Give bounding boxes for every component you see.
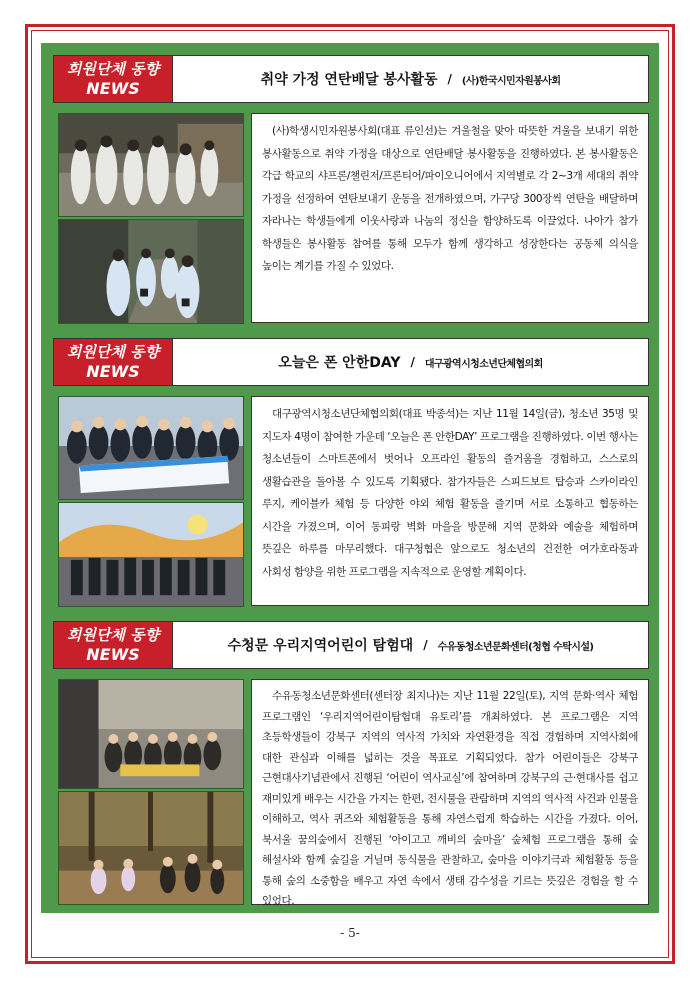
tag-label: 회원단체 동향	[66, 60, 160, 78]
section-tag	[53, 55, 173, 103]
photo-forest-walk	[58, 791, 244, 905]
section-title: 수청문 우리지역어린이 탐험대	[227, 638, 414, 654]
tag-news: NEWS	[86, 79, 140, 98]
news-section-1	[41, 43, 659, 328]
section-title-bar	[173, 338, 649, 386]
section-title: 취약 가정 연탄배달 봉사활동	[260, 72, 438, 88]
photo-history-museum	[58, 679, 244, 789]
section-title-bar	[173, 621, 649, 669]
tag-news: NEWS	[86, 645, 140, 664]
photo-group-banner	[58, 396, 244, 500]
photo-column	[58, 679, 244, 905]
photo-mural-village	[58, 502, 244, 607]
photo-volunteers-alley	[58, 113, 244, 217]
content-panel	[41, 43, 659, 913]
article-body: 대구광역시청소년단체협의회(대표 박종석)는 지난 11월 14일(금), 청소년 35명 및 지도자 4명이 참여한 가운데 ‘오늘은 폰 안한DAY’ 프로그램을 진행하였다. 이번 행사는 청소년들이 스마트폰에서 벗어나 오프라인 활동의 즐거움을 경험하고, 스스로의 생활습관을 돌아볼 수 있도록 기획됐다. 참가자들은 스피드보트 탑승과 스카이라인 루지, 케이블카 체험 등 다양한 야외 체험 활동을 즐기며 서로 소통하고 협동하는 시간을 가졌으며, 이어 동피랑 벽화 마을을 방문해 지역 문화와 예술을 체험하며 뜻깊은 하루를 마무리했다. 대구청협은 앞으로도 청소년의 건전한 여가호라동과 사회성 함양을 위한 프로그램을 지속적으로 운영할 계획이다.	[262, 408, 638, 578]
article-text-box	[251, 396, 649, 606]
section-title-bar	[173, 55, 649, 103]
title-separator: /	[423, 638, 428, 652]
section-tag	[53, 621, 173, 669]
title-separator: /	[410, 355, 415, 369]
organization-name: 대구광역시청소년단체협의회	[424, 358, 543, 370]
article-body: (사)학생시민자원봉사회(대표 류인선)는 겨울철을 맞아 따뜻한 겨울을 보내기 위한 봉사활동으로 취약 가정을 대상으로 연탄배달 봉사활동을 진행하였다. 본 봉사활동은 각급 학교의 샤프론/챌린저/프론티어/파이오니어에서 지역별로 각 2~3개 세대의 취약 가정을 선정하여 연탄보내기 운동을 전개하였으며, 가구당 300장씩 연탄을 배달하며 자라나는 학생들에게 이웃사랑과 나눔의 정신을 함양하도록 이끌었다. 나아가 참가 학생들은 봉사활동 참여를 통해 모두가 함께 생각하고 성장한다는 공동체 의식을 높이는 계기를 가질 수 있었다.	[262, 125, 638, 272]
article-body: 수유동청소년문화센터(센터장 최지나)는 지난 11월 22일(토), 지역 문화·역사 체험 프로그램인 ‘우리지역어린이탐험대 유토리’를 개최하였다. 본 프로그램은 지역 초등학생들이 강북구 지역의 역사적 가치와 자연환경을 직접 경험하며 지역사회에 대한 관심과 이해를 넓히는 것을 목표로 기획되었다. 참가 어린이들은 강북구 근현대사기념관에서 진행된 ‘어린이 역사교실’에 참여하며 강북구의 근·현대사를 쉽고 재미있게 배우는 시간을 가지는 한편, 전시물을 관람하며 지역의 역사적 사건과 인물을 이해하고, 역사 퀴즈와 체험활동을 통해 자연스럽게 학습하는 시간을 가졌다. 이어, 북서울 꿈의숲에서 진행된 ‘아이고고 깨비의 숲마을’ 숲체험 프로그램을 통해 숲 해설사와 함께 숲길을 거닐며 동식물을 관찰하고, 숲마을 이야기극과 체험활동 등을 통해 숲의 소중함을 배우고 자연 속에서 생태 감수성을 기르는 뜻깊은 경험을 할 수 있었다.	[262, 690, 638, 907]
organization-name: (사)한국시민자원봉사회	[461, 75, 561, 87]
article-text-box	[251, 113, 649, 323]
news-section-2	[41, 326, 659, 611]
tag-label: 회원단체 동향	[66, 626, 160, 644]
tag-news: NEWS	[86, 362, 140, 381]
organization-name: 수유동청소년문화센터(청협 수탁시설)	[437, 641, 594, 653]
article-text-box	[251, 679, 649, 905]
tag-label: 회원단체 동향	[66, 343, 160, 361]
page-number: - 5-	[340, 926, 360, 940]
section-tag	[53, 338, 173, 386]
photo-column	[58, 396, 244, 607]
section-title: 오늘은 폰 안한DAY	[278, 355, 401, 371]
photo-briquette-delivery	[58, 219, 244, 324]
title-separator: /	[447, 72, 452, 86]
photo-column	[58, 113, 244, 324]
news-section-3	[41, 609, 659, 909]
